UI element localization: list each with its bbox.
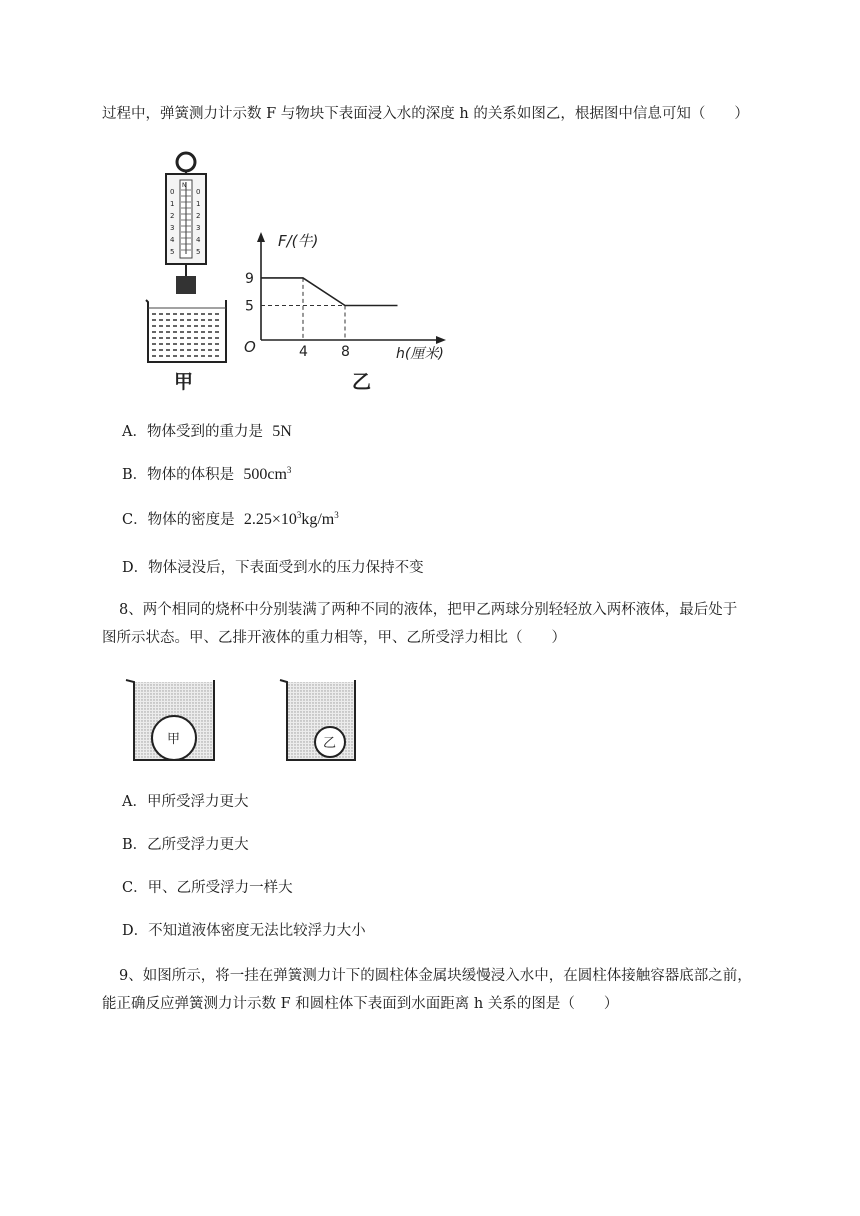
series-line [261, 278, 398, 306]
option-math: 2.25×10 [243, 511, 297, 528]
scale-tick-right: 3 [196, 224, 201, 232]
superscript: 3 [296, 510, 302, 520]
y-axis-arrow [257, 232, 265, 242]
ball-yi-label: 乙 [323, 736, 337, 751]
q9-stem-line1: 9、如图所示，将一挂在弹簧测力计下的圆柱体金属块缓慢浸入水中，在圆柱体接触容器底部之前， [119, 968, 752, 984]
two-beakers-figure [120, 672, 380, 772]
q9-stem-line2: 能正确反应弹簧测力计示数 F 和圆柱体下表面到水面距离 h 关系的图是（ ） [102, 996, 619, 1012]
y-tick-label: 5 [245, 298, 254, 315]
option-math: 500cm [243, 466, 287, 483]
q8-option-b: B．乙所受浮力更大 [122, 837, 249, 853]
beaker [146, 300, 226, 362]
scale-unit-label: N [182, 182, 187, 189]
figure-caption-jia: 甲 [174, 371, 194, 393]
option-text: A．物体受到的重力是 [122, 424, 263, 440]
ball-jia-label: 甲 [167, 732, 181, 747]
option-math: kg/m [301, 511, 335, 528]
scale-tick-left: 4 [170, 236, 175, 244]
option-text: B．物体的体积是 [122, 467, 235, 483]
y-tick-label: 9 [245, 270, 254, 287]
scale-tick-right: 0 [196, 188, 201, 196]
force-depth-chart [238, 220, 478, 400]
scale-tick-right: 4 [196, 236, 201, 244]
q7-stem: 过程中，弹簧测力计示数 F 与物块下表面浸入水的深度 h 的关系如图乙，根据图中信息可知（ ） [102, 106, 749, 122]
origin-label: O [244, 338, 256, 356]
option-math: 5N [272, 423, 292, 440]
q7-option-c [122, 510, 339, 530]
superscript: 3 [334, 510, 339, 520]
x-tick-label: 4 [299, 344, 308, 360]
scale-tick-left: 1 [170, 200, 175, 208]
scale-tick-right: 5 [196, 248, 201, 256]
metal-block [176, 276, 196, 294]
q7-option-a [122, 422, 292, 442]
q7-option-b [122, 465, 291, 485]
figure-caption-yi: 乙 [352, 371, 372, 393]
x-axis-label: h(厘米) [396, 346, 444, 362]
option-text: C．物体的密度是 [122, 512, 235, 528]
q8-option-d: D．不知道液体密度无法比较浮力大小 [122, 923, 366, 939]
scale-tick-right: 2 [196, 212, 201, 220]
x-tick-label: 8 [341, 344, 350, 360]
x-axis-arrow [436, 336, 446, 344]
spring-scale-figure [140, 150, 240, 395]
q7-option-d [122, 558, 424, 578]
scale-tick-left: 2 [170, 212, 175, 220]
q8-option-c: C．甲、乙所受浮力一样大 [122, 880, 293, 896]
option-text: D．物体浸没后，下表面受到水的压力保持不变 [122, 560, 424, 576]
y-axis-label: F/(牛) [278, 232, 319, 250]
q8-stem-line1: 8、两个相同的烧杯中分别装满了两种不同的液体，把甲乙两球分别轻轻放入两杯液体，最后处于 [119, 602, 738, 618]
q8-stem-line2: 图所示状态。甲、乙排开液体的重力相等，甲、乙所受浮力相比（ ） [102, 630, 566, 646]
scale-tick-left: 5 [170, 248, 175, 256]
q8-option-a: A．甲所受浮力更大 [122, 794, 249, 810]
scale-tick-left: 0 [170, 188, 175, 196]
scale-tick-left: 3 [170, 224, 175, 232]
scale-tick-right: 1 [196, 200, 201, 208]
superscript: 3 [286, 465, 292, 475]
